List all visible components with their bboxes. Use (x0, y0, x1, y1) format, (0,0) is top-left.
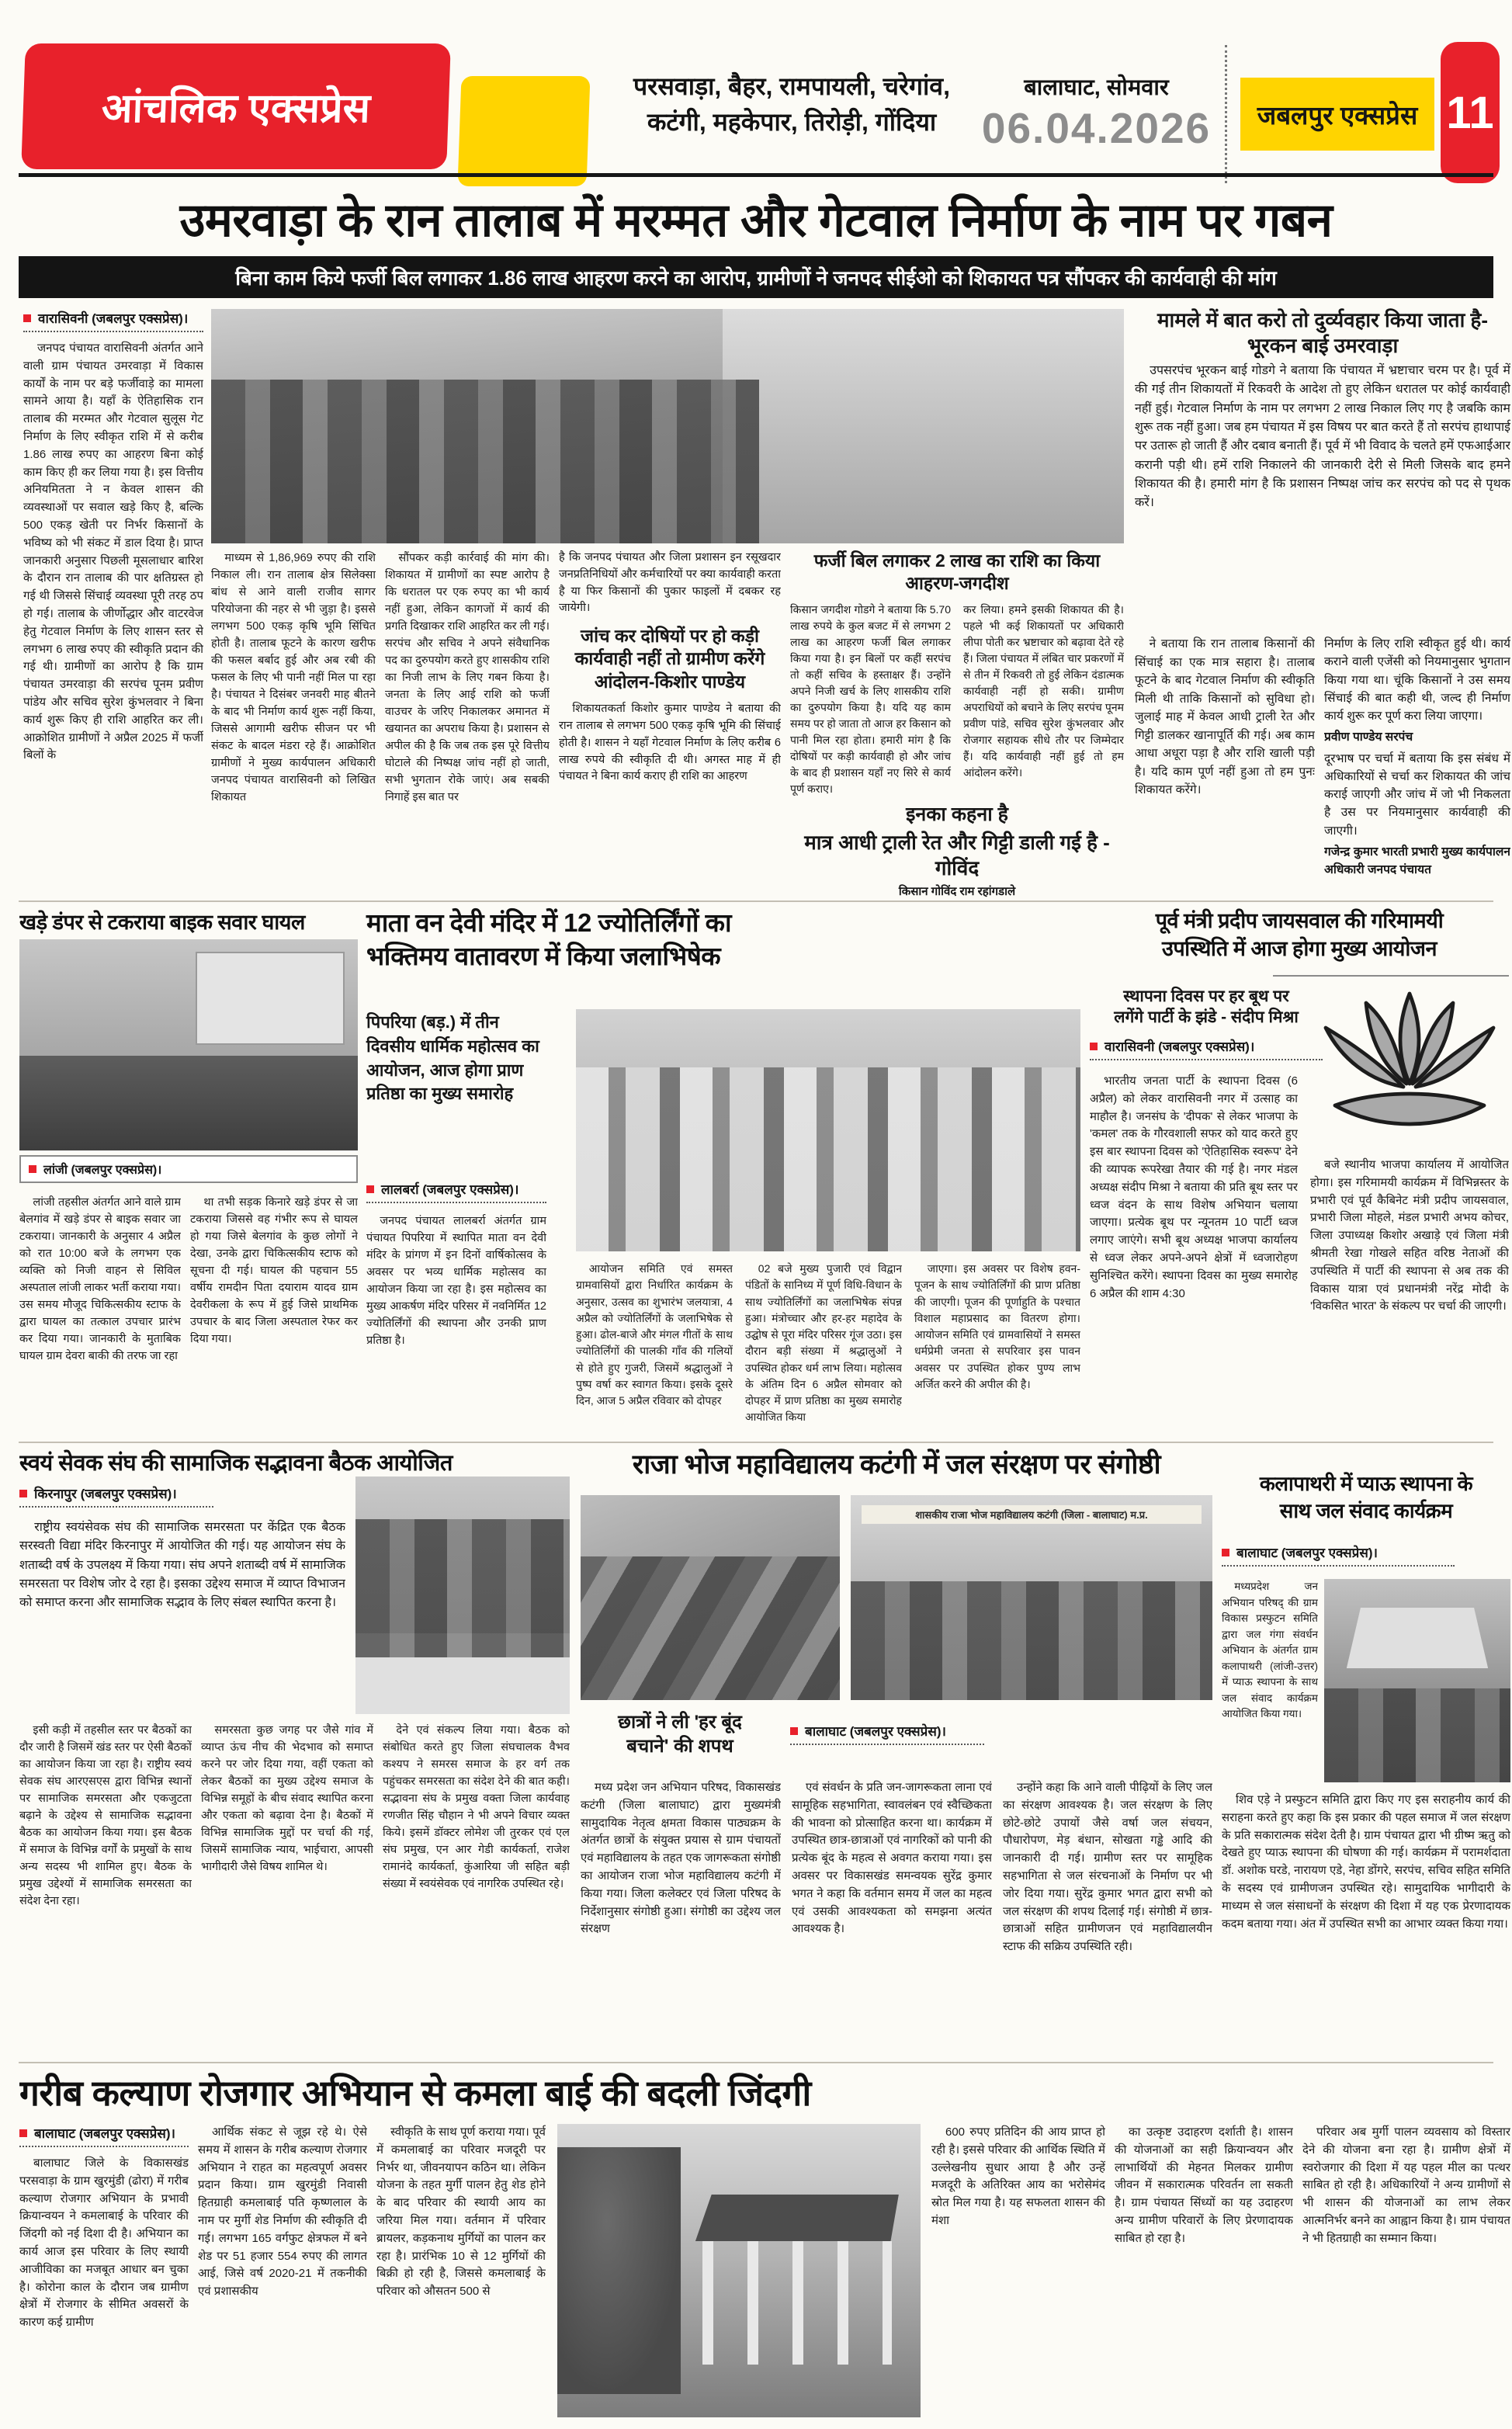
byline-bullet-icon (366, 1185, 374, 1193)
mandir-col4: जाएगा। इस अवसर पर विशेष हवन-पूजन के साथ ज्योतिर्लिंगों की प्राण प्रतिष्ठा की जाएगी। पूजन की पूर्णाहुति के पश्चात विशाल महाप्रसाद का वितरण होगा। आयोजन समिति एवं ग्रामवासियों ने समस्त धर्मप्रेमी जनता से सपरिवार इस पावन अवसर पर उपस्थित होकर पुण्य लाभ अर्जित करने की अपील की है। (914, 1262, 1080, 1390)
patient-bed (19, 1056, 358, 1150)
quote-sign-sarpanch: प्रवीण पाण्डेय सरपंच (1324, 730, 1413, 744)
kamla-col1: बालाघाट जिले के विकासखंड परसवाड़ा के ग्राम खुरमुंडी (ढोरा) में गरीब कल्याण रोजगार अभियान के प्रभावी क्रियान्वयन ने कमलाबाई के परिवार की जिंदगी को नई दिशा दी है। अभियान का कार्य आज इस परिवार के लिए स्थायी आजीविका का मजबूत आधार बन चुका है। कोरोना काल के दौरान जब ग्रामीण क्षेत्रों में रोजगार के सीमित अवसरों के कारण कई ग्रामीण (19, 2157, 189, 2330)
lead-right-body: उपसरपंच भूरकन बाई गोडगे ने बताया कि पंचायत में भ्रष्टाचार चरम पर है। पूर्व में की गई तीन शिकायतों में रिकवरी के आदेश तो हुए लेकिन धरातल पर कोई कार्यवाही नहीं हुई। गेटवाल निर्माण के नाम पर लगभग 2 लाख निकाल लिए गए है जबकि काम शुरू तक नहीं हुआ। जब हम पंचायत में इस विषय पर बात करते हैं तो सरपंच हाथापाई पर उतारू हो जाती हैं और दबाव बनाती हैं। पूर्व में भी विवाद के चलते हमें एफआईआर करानी पड़ी थी। हमें राशि निकालने की जानकारी देरी से मिली जिसके बाद हमने शिकायत की है। हमारी मांग है कि प्रशासन निष्पक्ष जांच कर सरपंच को पद से पृथक करें। (1135, 364, 1510, 510)
kalpathri-main-col: शिव एड़े ने प्रस्फुटन समिति द्वारा किए गए इस सराहनीय कार्य की सराहना करते हुए कहा कि इस प्रकार की पहल समाज में जल संरक्षण के प्रति सकारात्मक संदेश देती है। ग्राम पंचायत द्वारा भी ग्रीष्म ऋतु को देखते हुए प्याऊ स्थापना की घोषणा की गई। कार्यक्रम में परामर्शदाता डॉ. अशोक घरडे, नारायण एडे, नेहा डोंगरे, सरपंच, सचिव सहित समिति के सदस्य एवं ग्रामीणजन उपस्थित रहे। सामुदायिक भागीदारी के माध्यम से जल संसाधनों के संरक्षण की दिशा में यह एक प्रेरणादायक कदम बताया गया। अंत में उपस्थित सभी का आभार व्यक्त किया गया। (1222, 1793, 1510, 1931)
byline-bullet-icon (1222, 1549, 1229, 1556)
photo-hospital-injured (19, 939, 358, 1150)
band2-rule (19, 900, 1493, 902)
seminar-col1: मध्य प्रदेश जन अभियान परिषद, विकासखंड कटंगी (जिला बालाघाट) द्वारा मुख्यमंत्री सामुदायिक नेतृत्व क्षमता विकास पाठ्यक्रम के अंतर्गत छात्रों के संयुक्त प्रयास से ग्राम पंचायतों एवं महाविद्यालय के तहत एक जागरूकता संगोष्ठी का आयोजन राजा भोज महाविद्यालय कटंगी में किया गया। जिला कलेक्टर एवं जिला परिषद के निर्देशानुसार संगोष्ठी हुआ। संगोष्ठी का उद्देश्य जल संरक्षण (581, 1781, 781, 1936)
trees (557, 2147, 681, 2394)
subhead-jaanch: जांच कर दोषियों पर हो कड़ी कार्यवाही नहीं तो ग्रामीण करेंगे आंदोलन-किशोर पाण्डेय (574, 626, 765, 692)
lead-right-col-a: ने बताया कि रान तालाब किसानों की सिंचाई का एक मात्र सहारा है। तालाब फूटने के बाद गेटवाल निर्माण की स्वीकृति मिली थी ताकि किसानों को सुविधा हो। जुलाई माह में केवल आधी ट्राली रेत और गिट्टी डालकर खानापूर्ति की गई। अब काम आधा अधूरा पड़ा है और राशि खाली पड़ी है। यदि काम पूर्ण नहीं हुआ तो हम पुनः शिकायत करेंगे। (1135, 637, 1315, 797)
col-e: कर लिया। हमने इसकी शिकायत की है। पहले भी कई शिकायतों पर अधिकारी लीपा पोती कर भ्रष्टाचार को बढ़ावा देते रहे हैं। जिला पंचायत में लंबित चार प्रकरणों में से तीन में रिकवरी तो हुई लेकिन दंडात्मक कार्यवाही नहीं हो सकी। ग्रामीण अपराधियों को बचाने के लिए सरपंच पूनम प्रवीण पांडे, सचिव सुरेश कुंभलवार और रोजगार सहायक सीधे तौर पर जिम्मेदार हैं। यदि कार्यवाही नहीं हुई तो हम आंदोलन करेंगे। (963, 602, 1124, 779)
village-gathering (1324, 1688, 1510, 1782)
lead-below-col-a: माध्यम से 1,86,969 रुपए की राशि निकाल ली। रान तालाब क्षेत्र सिलेक्सा बांध से आने वाली राजीव सागर परियोजना की नहर से भी जुड़ा है। इससे लगभग 500 एकड़ कृषि भूमि सिंचित होती है। तालाब फूटने के कारण खरीफ की फसल बर्बाद हुई और अब रबी की फसल के लिए भी पानी नहीं मिल पा रहा है। पंचायत ने दिसंबर जनवरी माह बीतने के बाद भी निर्माण कार्य शुरू नहीं किया, जिससे आगामी खरीफ सीजन पर भी संकट के बादल मंडरा रहे हैं। आक्रोशित ग्रामीणों ने मुख्य कार्यपालन अधिकारी जनपद पंचायत वारासिवनी को लिखित शिकायत (211, 552, 376, 804)
lead-strap: बिना काम किये फर्जी बिल लगाकर 1.86 लाख आहरण करने का आरोप, ग्रामीणों ने जनपद सीईओ को शिकायत पत्र सौंपकर की कार्यवाही की मांग (235, 266, 1277, 290)
page-number-box (1441, 42, 1500, 183)
kamla-headline: गरीब कल्याण रोजगार अभियान से कमला बाई की बदली जिंदगी (19, 2073, 811, 2113)
bjp-col1: भारतीय जनता पार्टी के स्थापना दिवस (6 अप्रैल) को लेकर वारासिवनी नगर में उत्साह का माहौल है। जनसंघ के 'दीपक' से लेकर भाजपा के 'कमल' तक के गौरवशाली सफर को याद करते हुए इस बार स्थापना दिवस को 'ऐतिहासिक स्वरूप' देने की व्यापक रूपरेखा तैयार की गई है। नगर मंडल अध्यक्ष संदीप मिश्रा ने बताया की प्रति बूथ स्तर पर ध्वज वंदन के साथ विशेष अभियान चलाया जाएगा। प्रत्येक बूथ पर न्यूनतम 10 पार्टी ध्वज लगाए जाएंगे। सभी बूथ अध्यक्ष भाजपा कार्यालय से ध्वज लेकर अपने-अपने क्षेत्रों में ध्वजारोहण सुनिश्चित करेंगे। स्थापना दिवस का मुख्य समारोह 6 अप्रैल की शाम 4:30 (1090, 1074, 1298, 1300)
mandir-col3: 02 बजे मुख्य पुजारी एवं विद्वान पंडितों के सानिध्य में पूर्ण विधि-विधान के साथ ज्योतिर्लिंगों का जलाभिषेक संपन्न हुआ। मंत्रोच्चार और हर-हर महादेव के उद्घोष से पूरा मंदिर परिसर गूंज उठा। इस दौरान बड़ी संख्या में श्रद्धालुओं ने उपस्थित होकर धर्म लाभ लिया। महोत्सव के अंतिम दिन 6 अप्रैल सोमवार को दोपहर में प्राण प्रतिष्ठा का मुख्य समारोह आयोजित किया (745, 1262, 902, 1424)
rss-col2: इसी कड़ी में तहसील स्तर पर बैठकों का दौर जारी है जिसमें खंड स्तर पर ऐसी बैठकों का आयोजन किया जा रहा है। राष्ट्रीय स्वयं सेवक संघ आरएसएस द्वारा विभिन्न स्थानों पर सामाजिक समरसता और एकजुटता बढ़ाने के उद्देश्य से सामाजिक सद्भावना बैठक का आयोजन किया गया। इस बैठक में समाज के विभिन्न वर्गों के प्रमुखों के साथ अन्य सदस्य भी शामिल हुए। बैठक के प्रमुख उद्देश्यों में सामाजिक समरसता का संदेश देना रहा। (19, 1724, 192, 1908)
lead-right-subhead: मामले में बात करो तो दुर्व्यवहार किया जाता है-भूरकन बाई उमरवाड़ा (1157, 308, 1489, 358)
mandir-headline: माता वन देवी मंदिर में 12 ज्योतिर्लिंगों का भक्तिमय वातावरण में किया जलाभिषेक (366, 908, 731, 970)
lead-below-col-c (559, 550, 781, 900)
quote-sign-ceo: गजेन्द्र कुमार भारती प्रभारी मुख्य कार्यपालन अधिकारी जनपद पंचायत (1324, 845, 1510, 876)
bjp-lotus-icon (1310, 984, 1509, 1146)
bjp-kicker: स्थापना दिवस पर हर बूथ पर लगेंगे पार्टी के झंडे - संदीप मिश्रा (1114, 987, 1299, 1027)
subhead-govind: मात्र आधी ट्राली रेत और गिट्टी डाली गई है - गोविंद (804, 830, 1110, 880)
tent-shade (1347, 1608, 1488, 1669)
byline-bullet-icon (29, 1165, 36, 1173)
dumper-col2: था तभी सड़क किनारे खड़े डंपर से जा टकराया जिससे वह गंभीर रूप से घायल हो गया जिसे बेलगांव के कुछ लोगों ने देखा, उनके द्वारा चिकित्सकीय स्टाफ को सूचना दी गई। घायल की पहचान 55 वर्षीय रामदीन पिता दयाराम यादव ग्राम देवरीकला के रूप में हुई जिसे प्राथमिक उपचार के बाद जिला अस्पताल रेफर कर दिया गया। (190, 1196, 358, 1346)
dumper-caption-box: लांजी (जबलपुर एक्सप्रेस)। (19, 1155, 358, 1183)
subhead-jagdish: फर्जी बिल लगाकर 2 लाख का राशि का किया आहरण-जगदीश (813, 550, 1101, 594)
kamla-col6: परिवार अब मुर्गी पालन व्यवसाय को विस्तार देने की योजना बना रहा है। ग्रामीण क्षेत्रों में स्वरोजगार की दिशा में यह पहल मील का पत्थर साबित हो रही है। अधिकारियों ने अन्य ग्रामीणों से भी शासन की योजनाओं का लाभ लेकर आत्मनिर्भर बनने का आह्वान किया है। ग्राम पंचायत ने भी हितग्राही का सम्मान किया। (1302, 2125, 1510, 2245)
classroom-banner: शासकीय राजा भोज महाविद्यालय कटंगी (जिला - बालाघाट) म.प्र. (862, 1505, 1202, 1524)
kalpathri-byline: बालाघाट (जबलपुर एक्सप्रेस)। (1222, 1543, 1455, 1567)
lead-right-col-b (1324, 635, 1510, 900)
byline-bullet-icon (1090, 1043, 1098, 1050)
byline-bullet-icon (23, 314, 31, 322)
bjp-byline: वारासिवनी (जबलपुर एक्सप्रेस)। (1090, 1037, 1323, 1060)
mandir-col2: आयोजन समिति एवं समस्त ग्रामवासियों द्वारा निर्धारित कार्यक्रम के अनुसार, उत्सव का शुभारंभ जलयात्रा, 4 अप्रैल को ज्योतिर्लिंगों के जलाभिषेक से हुआ। ढोल-बाजे और मंगल गीतों के साथ ज्योतिर्लिंगों की पालकी गाँव की गलियों से होते हुए गुजरी, जिसमें श्रद्धालुओं ने पुष्प वर्षा कर स्वागत किया। इसके दूसरे दिन, आज 5 अप्रैल रविवार को दोपहर (576, 1262, 733, 1407)
photo-poultry-shed (557, 2124, 921, 2417)
byline-bullet-icon (19, 1490, 27, 1497)
mandir-col1: जनपद पंचायत लालबर्रा अंतर्गत ग्राम पंचायत पिपरिया में स्थापित माता वन देवी मंदिर के प्रांगण में इन दिनों वार्षिकोत्सव के अवसर पर भव्य धार्मिक महोत्सव का आयोजन किया जा रहा है। इस महोत्सव का मुख्य आकर्षण मंदिर परिसर में नवनिर्मित 12 ज्योतिर्लिंगों की स्थापना और उनकी प्राण प्रतिष्ठा है। (366, 1215, 546, 1348)
regions-list (613, 68, 970, 141)
lead-col-left: जनपद पंचायत वारासिवनी अंतर्गत आने वाली ग्राम पंचायत उमरवाड़ा में विकास कार्यों के नाम पर बड़े फर्जीवाड़े का मामला सामने आया है। यहाँ के ऐतिहासिक रान तालाब की मरम्मत और गेटवाल सुलूस गेट निर्माण के लिए स्वीकृत राशि में से करीब 1.86 लाख रुपए का आहरण बिना कोई काम किए ही कर लिया गया है। इस वित्तीय अनियमितता ने न केवल शासन की व्यवस्थाओं पर सवाल खड़े किए है, बल्कि 500 एकड़ खेती पर निर्भर किसानों के भविष्य को भी संकट में डाल दिया है। प्राप्त जानकारी अनुसार पिछली मूसलाधार बारिश के दौरान रान तालाब की पार क्षतिग्रस्त हो गई थी जिससे सिंचाई व्यवस्था पूरी तरह ठप हो गई। तालाब के जीर्णोद्धार और वाटरवेज हेतु गेटवाल निर्माण के लिए शासन स्तर से लगभग 6 लाख रुपए की स्वीकृति प्रदान की गई थी। ग्रामीणों का आरोप है कि ग्राम पंचायत उमरवाड़ा की सरपंच पूनम प्रवीण पांडेय और सचिव सुरेश कुंभलवार ने बिना कार्य शुरू किए ही राशि आहरित कर ली। आक्रोशित ग्रामीणों ने अप्रैल 2025 में फर्जी बिलों के (23, 342, 203, 762)
quote-text-2: दूरभाष पर चर्चा में बताया कि इस संबंध में अधिकारियों से चर्चा कर शिकायत की जांच कराई जाएगी और जांच में जो भी निकलता है उस पर नियमानुसार कार्यवाही की जाएगी। (1324, 751, 1510, 838)
seminar-subhead: छात्रों ने ली 'हर बूंद बचाने' की शपथ (618, 1712, 742, 1757)
paper-name: जबलपुर एक्सप्रेस (1257, 100, 1418, 130)
villagers-group (211, 380, 759, 543)
byline-bullet-icon (19, 2129, 27, 2137)
masthead-yellow-box (458, 76, 591, 186)
brand-title: आंचलिक एक्सप्रेस (100, 85, 371, 131)
col-c-bottom: शिकायतकर्ता किशोर कुमार पाण्डेय ने बताया की रान तालाब से लगभग 500 एकड़ कृषि भूमि की सिंचाई होती है। शासन ने यहाँ गेटवाल निर्माण के लिए करीब 6 लाख रुपये की स्वीकृति दी थी। अगस्त माह में ही पंचायत ने बिना कार्य कराए ही राशि का आहरण (559, 703, 781, 783)
shed-roof (695, 2195, 899, 2241)
masthead (0, 0, 1512, 183)
regions-line1: परसवाड़ा, बैहर, रामपायली, चरेगांव, (633, 72, 950, 100)
kamla-col3: स्वीकृति के साथ पूर्ण कराया गया। पूर्व में कमलाबाई का परिवार मजदूरी पर निर्भर था, जीवनयापन कठिन था। लेकिन योजना के तहत मुर्गी पालन हेतु शेड होने के बाद परिवार की स्थायी आय का जरिया मिल गया। वर्तमान में परिवार ब्रायलर, कड़कनाथ मुर्गियों का पालन कर रहा है। प्रारंभिक 10 से 12 मुर्गियों की बिक्री हो रही है, जिससे कमलाबाई के परिवार को औसतन 500 से (376, 2125, 546, 2299)
lead-byline: वारासिवनी (जबलपुर एक्सप्रेस)। (23, 309, 203, 332)
lake-water (723, 309, 1124, 543)
kamla-byline: बालाघाट (जबलपुर एक्सप्रेस)। (19, 2124, 189, 2147)
photo-lead-villagers-lake (211, 309, 1124, 543)
rss-col4: देने एवं संकल्प लिया गया। बैठक को संबोधित करते हुए जिला संघचालक वैभव कश्यप ने समरस समाज के हर वर्ग तक पहुंचकर समरसता का संदेश देने की बात कही। सद्भावना संघ के प्रमुख वक्ता जिला कार्यवाह रणजीत सिंह चौहान ने भी अपने विचार व्यक्त किये। इसमें डॉक्टर लोमेश जी तुरकर एवं एल संघ प्रमुख, एन आर गेडी कार्यकर्ता, राजेश रामानंदे कार्यकर्ता, कुंआरिया जी सहित बड़ी संख्या में स्वयंसेवक एवं नागरिक उपस्थित रहे। (383, 1724, 570, 1891)
col-c-top: है कि जनपद पंचायत और जिला प्रशासन इन रसूखदार जनप्रतिनिधियों और कर्मचारियों पर क्या कार्यवाही करता है या फिर किसानों की पुकार फाइलों में दबकर रह जायेगी। (559, 551, 781, 615)
mandir-byline: लालबर्रा (जबलपुर एक्सप्रेस)। (366, 1180, 546, 1203)
rss-col1: राष्ट्रीय स्वयंसेवक संघ की सामाजिक समरसता पर केंद्रित एक बैठक सरस्वती विद्या मंदिर किरनापुर में आयोजित की गई। यह आयोजन संघ के शताब्दी वर्ष के उपलक्ष्य में किया गया। संघ अपने शताब्दी वर्ष में सामाजिक समरसता पर विशेष जोर दे रहा है। इसका उद्देश्य समाज में व्याप्त विभाजन को समाप्त करना और सामाजिक सद्भाव के लिए संबल स्थापित करना है। (19, 1521, 345, 1610)
hospital-equipment (196, 952, 345, 1045)
shed-pillars (702, 2241, 891, 2365)
masthead-rule (19, 173, 1493, 177)
seminar-col3: उन्होंने कहा कि आने वाली पीढ़ियों के लिए जल का संरक्षण आवश्यक है। जल संरक्षण के लिए छोटे-छोटे उपायों जैसे वर्षा जल संचयन, पौधारोपण, मेड़ बंधान, सोखता गड्ढे आदि की जानकारी दी गई। ग्रामीण स्तर पर सामूहिक सहभागिता से जल संरचनाओं के निर्माण पर भी जोर दिया गया। सुरेंद्र कुमार भगत द्वारा सभी को जल संरक्षण की शपथ दिलाई गई। संगोष्ठी में छात्र-छात्राओं सहित ग्रामीणजन एवं महाविद्यालयीन स्टाफ की सक्रिय उपस्थिति रही। (1003, 1781, 1212, 1954)
rss-byline: किरनापुर (जबलपुर एक्सप्रेस)। (19, 1484, 213, 1508)
band3-rule (19, 1442, 1493, 1443)
rss-col3: समरसता कुछ जगह पर जैसे गांव में व्याप्त ऊंच नीच की भेदभाव को समाप्त करने पर जोर दिया गया, वहीं एकता को लेकर बैठकों का मुख्य उद्देश्य समाज के विभिन्न समूहों के बीच संवाद स्थापित करना और एकता को बढ़ावा देना है। बैठकों में विभिन्न सामाजिक मुद्दों पर चर्चा की गई, जिसमें सामाजिक न्याय, भाईचारा, आपसी भागीदारी जैसे विषय शामिल थे। (201, 1724, 373, 1874)
kalpathri-side-col: मध्यप्रदेश जन अभियान परिषद् की ग्राम विकास प्रस्फुटन समिति द्वारा जल गंगा संवर्धन अभियान के अंतर्गत ग्राम कलापाथरी (लांजी-उत्तर) में प्याऊ स्थापना के साथ जल संवाद कार्यक्रम आयोजित किया गया। (1222, 1581, 1318, 1720)
band4-rule (19, 2062, 1493, 2063)
lead-below-col-de (790, 550, 1124, 900)
issue-date: 06.04.2026 (981, 104, 1212, 152)
quote-text: निर्माण के लिए राशि स्वीकृत हुई थी। कार्य कराने वाली एजेंसी को नियमानुसार भुगतान किया गया था। चूंकि किसानों ने उस समय सिंचाई की बात कही थी, जल्द ही निर्माण कार्य शुरू कर पूर्ण करा लिया जाएगा। (1324, 637, 1510, 723)
mandir-intro: पिपरिया (बड़.) में तीन दिवसीय धार्मिक महोत्सव का आयोजन, आज होगा प्राण प्रतिष्ठा का मुख्य समारोह (366, 1012, 539, 1104)
kalpathri-headline: कलापाथरी में प्याऊ स्थापना के साथ जल संवाद कार्यक्रम (1259, 1472, 1473, 1523)
paper-name-box (1240, 78, 1434, 151)
dumper-col1: लांजी तहसील अंतर्गत आने वाले ग्राम बेलगांव में खड़े डंपर से बाइक सवार जा टकराया। जानकारी के अनुसार 4 अप्रैल को रात 10:00 बजे के लगभग एक व्यक्ति को निजी वाहन से सिविल अस्पताल लांजी लाकर भर्ती कराया गया। उस समय मौजूद चिकित्सकीय स्टाफ के द्वारा घायल का तत्काल उपचार प्रारंभ कर दिया गया। जानकारी के मुताबिक घायल ग्राम देवरा बाकी की तरफ जा रहा (19, 1196, 181, 1363)
photo-mandir-devotees (576, 1009, 1080, 1251)
page-number: 11 (1446, 87, 1494, 138)
regions-line2: कटंगी, महकेपार, तिरोड़ी, गोंदिया (647, 108, 937, 137)
place-day: बालाघाट, सोमवार (1024, 75, 1169, 100)
devotees-group (576, 1067, 1080, 1251)
photo-kalpathri-piau (1324, 1579, 1510, 1782)
meeting-members (355, 1519, 570, 1657)
rss-headline: स्वयं सेवक संघ की सामाजिक सद्भावना बैठक आयोजित (19, 1451, 453, 1476)
photo-seminar-desks (581, 1495, 840, 1700)
seminar-col2: एवं संवर्धन के प्रति जन-जागरूकता लाना एवं सामूहिक सहभागिता, स्वावलंबन एवं स्वैच्छिकता की भावना को प्रोत्साहित करना था। कार्यक्रम में उपस्थित छात्र-छात्राओं एवं नागरिकों को पानी की प्रत्येक बूंद के महत्व से अवगत कराया गया। इस अवसर पर विकासखंड समन्वयक सुरेंद्र कुमार भगत ने कहा कि वर्तमान समय में जल का महत्व एवं उसकी आवश्यकता को समझना अत्यंत आवश्यक है। (792, 1781, 992, 1936)
inka-kahna-heading: इनका कहना है (906, 803, 1008, 825)
photo-seminar-classroom (851, 1495, 1212, 1700)
seminar-headline: राजा भोज महाविद्यालय कटंगी में जल संरक्षण पर संगोष्ठी (632, 1449, 1161, 1480)
byline-bullet-icon (790, 1727, 798, 1735)
dateline (974, 71, 1219, 153)
lead-below-col-b: सौंपकर कड़ी कार्रवाई की मांग की। शिकायत में ग्रामीणों का स्पष्ट आरोप है कि धरातल पर एक रुपए का भी कार्य नहीं हुआ, लेकिन कागजों में कार्य की प्रगति दिखाकर राशि आहरित कर ली गई। सरपंच और सचिव ने अपने संवैधानिक पद का दुरुपयोग करते हुए शासकीय राशि का निजी लाभ के लिए गबन किया है। जनता के लिए आई राशि को फर्जी वाउचर के जरिए निकालकर अमानत में खयानत का अपराध किया है। प्रशासन से अपील की है कि जब तक इस पूरे वित्तीय घोटाले की निष्पक्ष जांच नहीं हो जाती, सभी भुगतान रोके जाएं। अब सबकी निगाहें इस बात पर (385, 552, 550, 804)
lead-strap-bar (19, 256, 1493, 298)
bjp-headline: पूर्व मंत्री प्रदीप जायसवाल की गरिमामयी उपस्थिति में आज होगा मुख्य आयोजन (1155, 909, 1444, 961)
bjp-rule (1273, 975, 1509, 977)
brand-box (21, 43, 451, 169)
seminar-audience (851, 1581, 1212, 1700)
seminar-byline: बालाघाट (जबलपुर एक्सप्रेस)। (790, 1722, 984, 1745)
lead-headline: उमरवाड़ा के रान तालाब में मरम्मत और गेटवाल निर्माण के नाम पर गबन (179, 194, 1333, 246)
sign-govind: किसान गोविंद राम रहांगडाले (898, 885, 1016, 899)
bjp-col2: बजे स्थानीय भाजपा कार्यालय में आयोजित होगा। इस गरिमामयी कार्यक्रम में विभिन्नस्तर के प्रभारी एवं पूर्व कैबिनेट मंत्री प्रदीप जायसवाल, प्रभारी जिला मोहले, मंडल प्रभारी अभय कोचर, जिला उपाध्यक्ष किशोर अखाड़े एवं जिला मंत्री श्रीमती रेखा गोखले सहित वरिष्ठ नेताओं की उपस्थिति में पार्टी की स्थापना से अब तक की विकास यात्रा एवं प्रधानमंत्री नरेंद्र मोदी के 'विकसित भारत' के संकल्प पर चर्चा की जाएगी। (1310, 1158, 1509, 1313)
photo-rss-meeting (355, 1476, 570, 1714)
dumper-headline: खड़े डंपर से टकराया बाइक सवार घायल (19, 911, 305, 934)
classroom-benches (581, 1556, 840, 1700)
kamla-col4: 600 रुपए प्रतिदिन की आय प्राप्त हो रही है। इससे परिवार की आर्थिक स्थिति में उल्लेखनीय सुधार आया है और उन्हें मजदूरी के अतिरिक्त आय का भरोसेमंद स्रोत मिल गया है। यह सफलता शासन की मंशा (931, 2125, 1105, 2227)
kamla-col2: आर्थिक संकट से जूझ रहे थे। ऐसे समय में शासन के गरीब कल्याण रोजगार अभियान ने राहत का महत्वपूर्ण अवसर प्रदान किया। ग्राम खुरमुंडी निवासी हितग्राही कमलाबाई पति कृष्णलाल के नाम पर मुर्गी शेड निर्माण की स्वीकृति दी गई। लगभग 165 वर्गफुट क्षेत्रफल में बने शेड पर 51 हजार 554 रुपए की लागत आई, जिसे वर्ष 2020-21 में तकनीकी एवं प्रशासकीय (198, 2125, 367, 2299)
col-d: किसान जगदीश गोडगे ने बताया कि 5.70 लाख रुपये के कुल बजट में से लगभग 2 लाख का आहरण फर्जी बिल लगाकर किया गया है। इन बिलों पर कहीं सरपंच तो कहीं सचिव के हस्ताक्षर हैं। उन्होंने अपने निजी खर्च के लिए शासकीय राशि का दुरुपयोग किया है। यदि यह काम समय पर हो जाता तो आज हर किसान को पानी मिल रहा होता। हमारी मांग है कि दोषियों पर कड़ी कार्यवाही हो और जांच के बाद ही प्रशासन यहाँ नए सिरे से कार्य पूर्ण कराए। (790, 602, 951, 795)
kamla-col5: का उत्कृष्ट उदाहरण दर्शाती है। शासन की योजनाओं का सही क्रियान्वयन और लाभार्थियों की मेहनत मिलकर ग्रामीण जीवन में सकारात्मक परिवर्तन ला सकती है। ग्राम पंचायत सिंध्यों का यह उदाहरण अन्य ग्रामीण परिवारों के लिए प्रेरणादायक साबित हो रहा है। (1115, 2125, 1293, 2245)
masthead-dotted-divider (1225, 45, 1227, 183)
